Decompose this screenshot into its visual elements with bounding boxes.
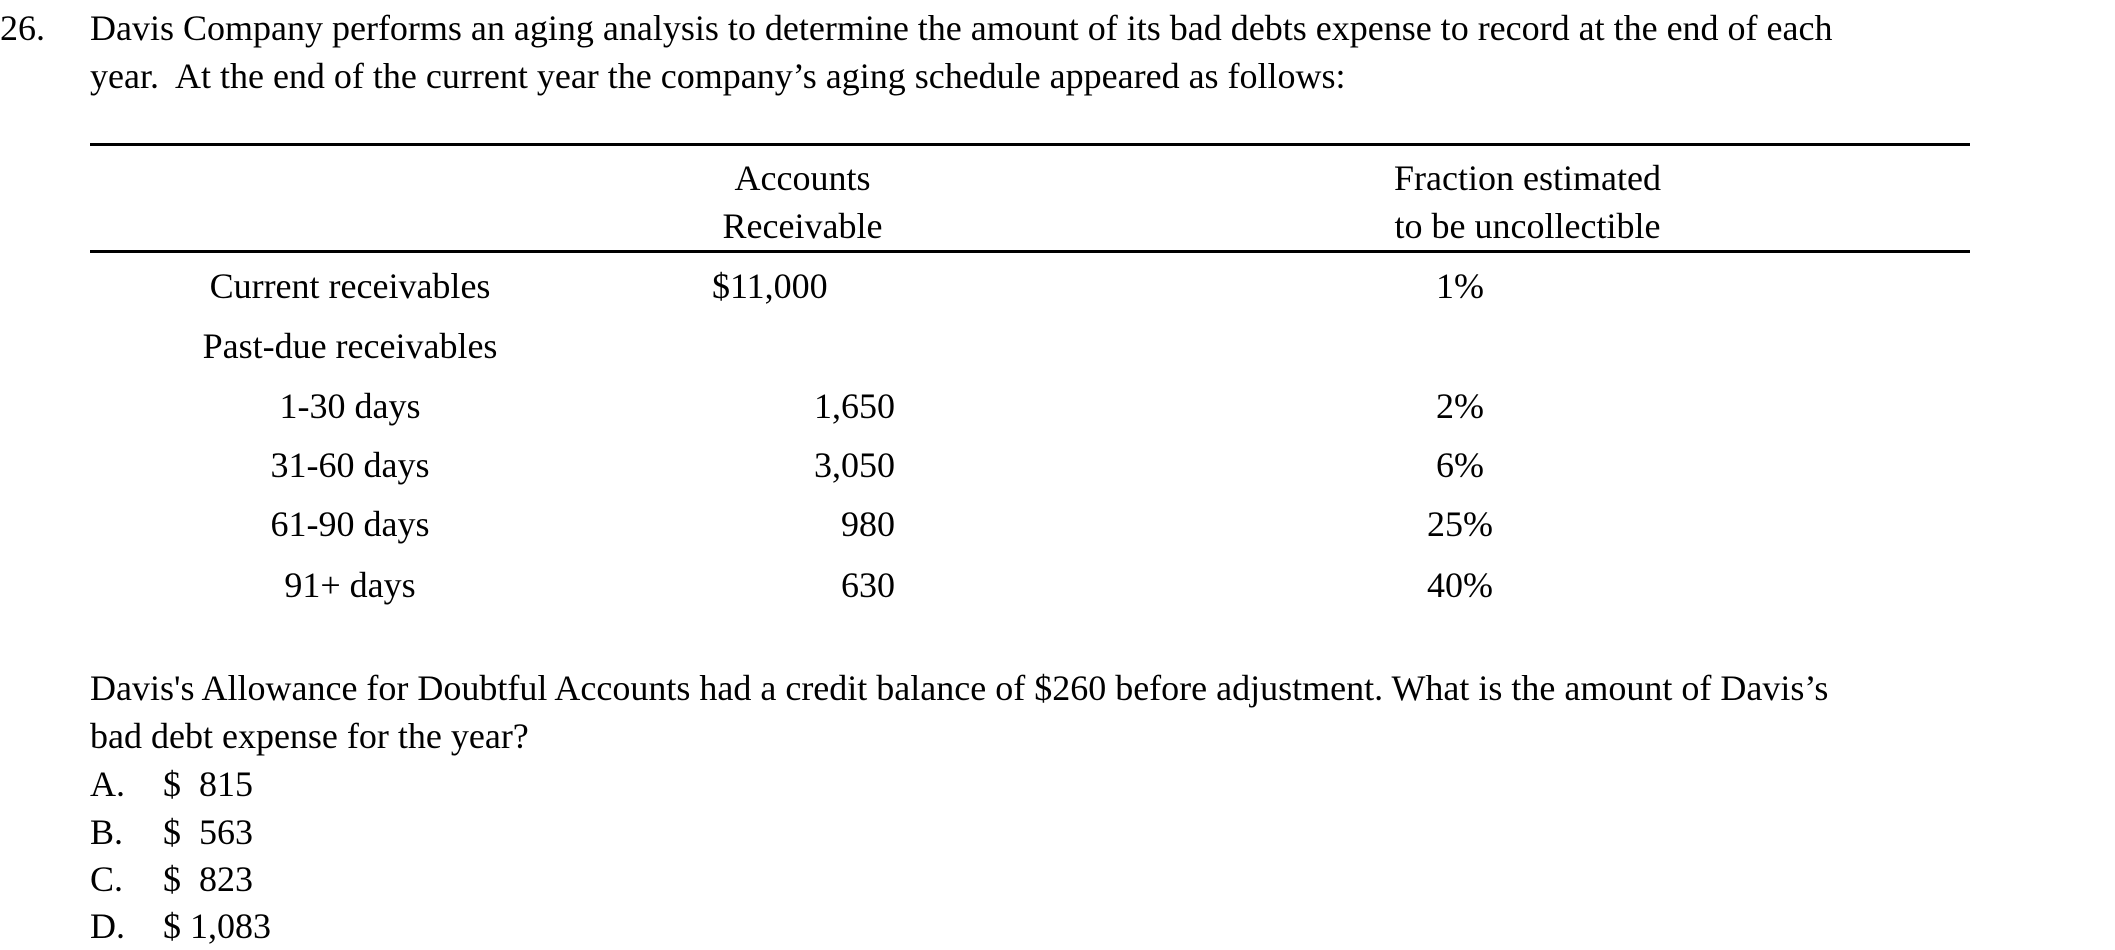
row-label: 91+ days [284, 565, 416, 605]
question-text-line-2: year. At the end of the current year the company’s aging schedule appeared as follows: [90, 56, 1346, 96]
row-amount: 630 [841, 565, 895, 605]
row-amount: $11,000 [712, 266, 828, 306]
option-value: $ 563 [163, 812, 253, 852]
row-label: 31-60 days [270, 445, 430, 485]
question-text-line-1: Davis Company performs an aging analysis to determine the amount of its bad debts expense to record at the end of each [90, 8, 1833, 48]
row-label: Past-due receivables [202, 326, 498, 366]
row-fraction: 25% [1427, 504, 1493, 544]
header-accounts-receivable-line-1: Accounts [734, 158, 871, 198]
row-amount: 1,650 [814, 386, 895, 426]
option-value: $ 1,083 [163, 906, 271, 946]
row-fraction: 2% [1436, 386, 1484, 426]
option-letter: B. [90, 812, 124, 852]
question-paragraph-line-1: Davis's Allowance for Doubtful Accounts had a credit balance of $260 before adjustment. What is the amount of Davis’s [90, 668, 1829, 708]
option-letter: D. [90, 906, 125, 946]
question-paragraph-line-2: bad debt expense for the year? [90, 716, 529, 756]
row-fraction: 1% [1436, 266, 1484, 306]
option-letter: C. [90, 859, 124, 899]
table-header-rule [90, 250, 1970, 253]
row-amount: 3,050 [814, 445, 895, 485]
row-fraction: 6% [1436, 445, 1484, 485]
row-label: Current receivables [209, 266, 491, 306]
header-accounts-receivable-line-2: Receivable [722, 206, 883, 246]
option-letter: A. [90, 764, 125, 804]
option-value: $ 815 [163, 764, 253, 804]
row-label: 61-90 days [270, 504, 430, 544]
option-value: $ 823 [163, 859, 253, 899]
row-fraction: 40% [1427, 565, 1493, 605]
header-fraction-line-2: to be uncollectible [1394, 206, 1661, 246]
table-top-rule [90, 143, 1970, 146]
row-label: 1-30 days [279, 386, 421, 426]
header-fraction-line-1: Fraction estimated [1394, 158, 1661, 198]
row-amount: 980 [841, 504, 895, 544]
question-number: 26. [0, 8, 45, 48]
